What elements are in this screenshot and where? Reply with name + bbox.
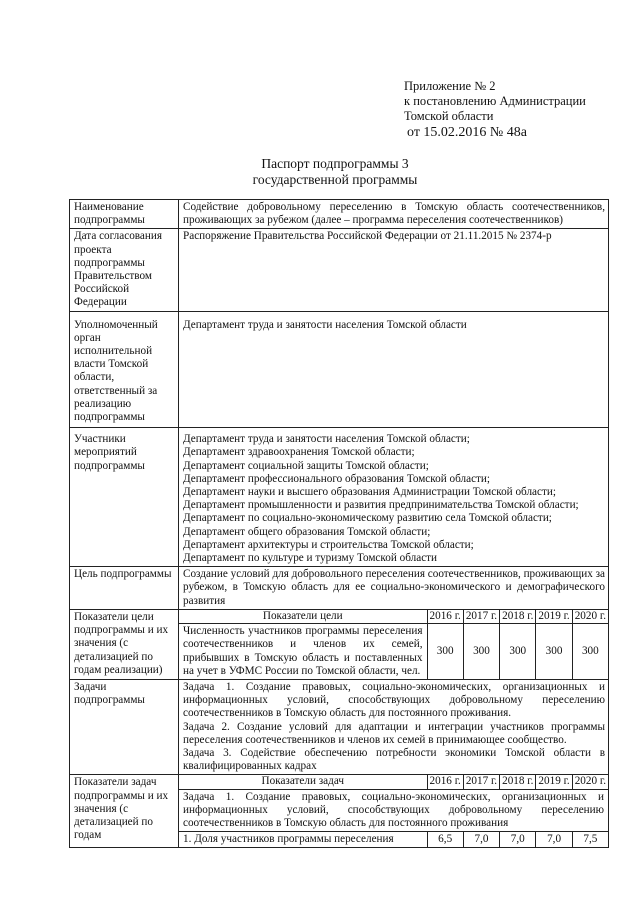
row-label: Цель подпрограммы <box>70 567 179 610</box>
row-goal <box>70 567 609 610</box>
task-indicators-cell <box>179 775 609 848</box>
row-approval <box>70 229 609 311</box>
year-header: 2017 г. <box>463 775 499 789</box>
appendix-line: Приложение № 2 <box>404 79 496 93</box>
indicator-row <box>179 624 608 679</box>
task-indicators-table <box>179 775 608 847</box>
indicator-row <box>179 832 608 848</box>
task-text: Задача 1. Создание правовых, социально-экономических, организационных и информационных условий, способствующих добровольному переселению соотечественников в Томскую область для постоянного проживания <box>179 789 608 832</box>
indicator-value: 6,5 <box>427 832 463 848</box>
indicator-header: Показатели цели <box>179 610 427 624</box>
participant-item: Департамент по культуре и туризму Томской области <box>183 552 438 565</box>
year-header: 2018 г. <box>500 775 536 789</box>
tasks-cell <box>179 679 609 774</box>
indicator-value: 300 <box>427 624 463 679</box>
indicator-value: 300 <box>536 624 572 679</box>
appendix-block <box>404 79 586 141</box>
participant-item: Департамент архитектуры и строительства Томской области; <box>183 538 474 551</box>
indicator-value: 300 <box>500 624 536 679</box>
task-text: Задача 3. Содействие обеспечению потребности экономики Томской области в квалифицированных кадрах <box>183 746 605 773</box>
row-authority <box>70 311 609 428</box>
appendix-line: Томской области <box>404 109 494 123</box>
row-label: Наименование подпрограммы <box>70 200 179 229</box>
row-value: Департамент труда и занятости населения Томской области <box>179 311 609 428</box>
year-header: 2019 г. <box>536 775 572 789</box>
participant-item: Департамент промышленности и развития предпринимательства Томской области; <box>183 499 579 512</box>
indicator-text: Численность участников программы переселения соотечественников и членов их семей, прибывших в Томскую область и поставленных на учет в УФМС России по Томской области, чел. <box>179 624 427 679</box>
passport-table <box>69 199 609 848</box>
task-text: Задача 2. Создание условий для адаптации и интеграции участников программы переселения соотечественников и членов их семей в принимающее сообщество. <box>183 720 605 746</box>
row-tasks <box>70 679 609 774</box>
indicator-value: 300 <box>572 624 608 679</box>
indicator-value: 7,5 <box>572 832 608 848</box>
participant-item: Департамент по социально-экономическому развитию села Томской области; <box>183 512 552 525</box>
row-participants <box>70 428 609 567</box>
participant-item: Департамент общего образования Томской области; <box>183 525 431 538</box>
year-header: 2019 г. <box>536 610 572 624</box>
year-header: 2018 г. <box>500 610 536 624</box>
appendix-line: к постановлению Администрации <box>404 94 586 108</box>
row-label: Показатели цели подпрограммы и их значения (с детализацией по годам реализации) <box>70 609 179 679</box>
indicator-value: 300 <box>463 624 499 679</box>
participant-item: Департамент социальной защиты Томской области; <box>183 459 429 472</box>
indicator-header: Показатели задач <box>179 775 427 789</box>
participant-item: Департамент труда и занятости населения Томской области; <box>183 433 470 446</box>
row-goal-indicators <box>70 609 609 679</box>
goal-indicators-cell <box>179 609 609 679</box>
task-text: Задача 1. Создание правовых, социально-экономических, организационных и информационных условий, способствующих добровольному переселению соотечественников в Томскую область для постоянного проживания. <box>183 680 605 720</box>
indicator-value: 7,0 <box>536 832 572 848</box>
year-header: 2016 г. <box>427 775 463 789</box>
row-value: Содействие добровольному переселению в Томскую область соотечественников, проживающих за рубежом (далее – программа переселения соотечественников) <box>179 200 609 229</box>
row-value: Распоряжение Правительства Российской Федерации от 21.11.2015 № 2374-р <box>179 229 609 311</box>
row-name <box>70 200 609 229</box>
row-task-indicators <box>70 775 609 848</box>
year-header: 2017 г. <box>463 610 499 624</box>
participant-item: Департамент науки и высшего образования Администрации Томской области; <box>183 486 556 499</box>
task-row <box>179 789 608 832</box>
row-value: Создание условий для добровольного переселения соотечественников, проживающих за рубежом, в Томскую область для ее социально-экономического и демографического развития <box>179 567 609 610</box>
participant-item: Департамент профессионального образования Томской области; <box>183 472 491 485</box>
year-header: 2016 г. <box>427 610 463 624</box>
row-label: Задачи подпрограммы <box>70 679 179 774</box>
indicator-text: 1. Доля участников программы переселения <box>179 832 427 848</box>
year-header: 2020 г. <box>572 610 608 624</box>
row-label: Показатели задач подпрограммы и их значения (с детализацией по годам <box>70 775 179 848</box>
indicator-value: 7,0 <box>500 832 536 848</box>
title-line: Паспорт подпрограммы 3 <box>261 156 409 171</box>
participant-item: Департамент здравоохранения Томской области; <box>183 446 415 459</box>
row-label: Дата согласования проекта подпрограммы Правительством Российской Федерации <box>70 229 179 311</box>
indicator-header-row <box>179 610 608 624</box>
year-header: 2020 г. <box>572 775 608 789</box>
title-line: государственной программы <box>252 172 418 187</box>
indicator-header-row <box>179 775 608 789</box>
participants-list <box>179 428 609 567</box>
row-label: Участники мероприятий подпрограммы <box>70 428 179 567</box>
indicator-value: 7,0 <box>463 832 499 848</box>
row-label: Уполномоченный орган исполнительной власти Томской области, ответственный за реализацию подпрограммы <box>70 311 179 428</box>
appendix-date: от 15.02.2016 № 48а <box>407 125 528 140</box>
goal-indicators-table <box>179 610 608 679</box>
document-title <box>0 156 640 188</box>
